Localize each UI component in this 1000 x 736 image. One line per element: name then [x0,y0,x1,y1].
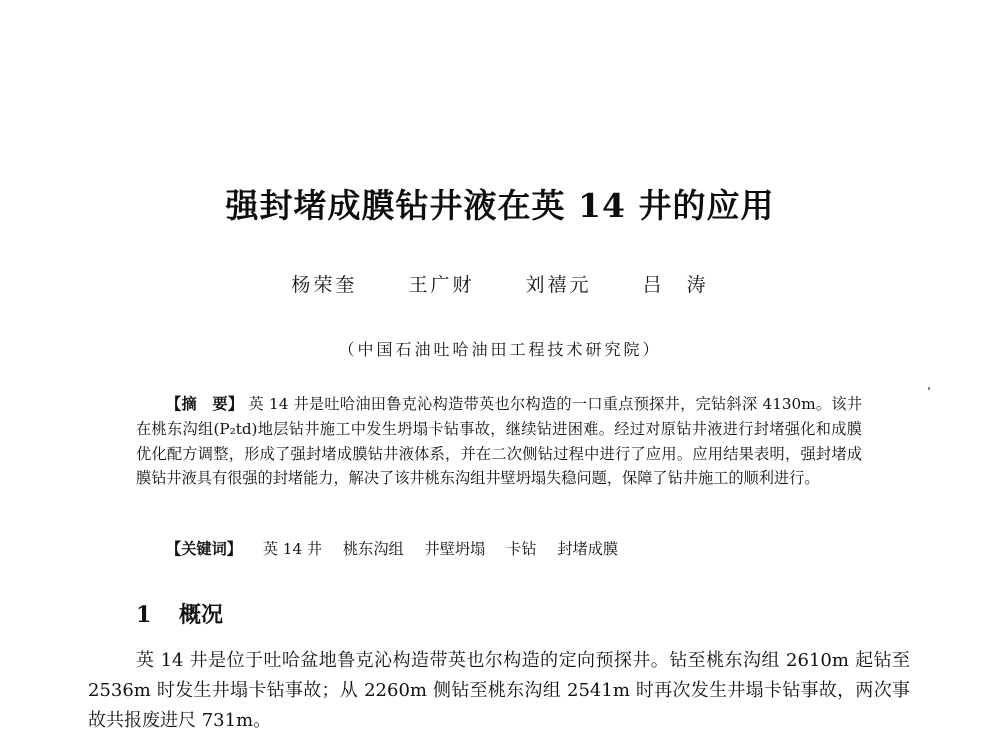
abstract [136,392,862,491]
keyword: 井壁坍塌 [424,540,486,558]
abstract-text: 英 14 井是吐哈油田鲁克沁构造带英也尔构造的一口重点预探井，完钻斜深 4130m。该井在桃东沟组(P₂td)地层钻井施工中发生坍塌卡钻事故，继续钻进困难。经过对原钻井液进行封堵强化和成膜优化配方调整，形成了强封堵成膜钻井液体系，并在二次侧钻过程中进行了应用。应用结果表明，强封堵成膜钻井液具有很强的封堵能力，解决了该井桃东沟组井壁坍塌失稳问题，保障了钻井施工的顺利进行。 [136,395,863,488]
section-title: 概况 [178,602,223,628]
section-number: 1 [136,602,152,628]
author-name: 王广财 [408,274,475,296]
keywords [166,538,618,559]
paper-title: 强封堵成膜钻井液在英 14 井的应用 [225,186,775,225]
keywords-label: 【关键词】 [166,540,242,558]
abstract-label: 【摘 要】 [166,395,244,413]
keyword: 桃东沟组 [342,540,404,558]
author-name: 刘禧元 [525,274,592,296]
author-list [0,270,1000,297]
scan-speck [928,387,930,390]
keyword: 英 14 井 [262,540,323,558]
author-name: 吕 涛 [642,274,709,296]
body-paragraph: 英 14 井是位于吐哈盆地鲁克沁构造带英也尔构造的定向预探井。钻至桃东沟组 2610m 起钻至 2536m 时发生井塌卡钻事故；从 2260m 侧钻至桃东沟组 2541m 时再次发生井塌卡钻事故，两次事故共报废进尺 731m。 [88,650,910,731]
keyword: 卡钻 [506,540,537,558]
author-name: 杨荣奎 [291,274,358,296]
keyword: 封堵成膜 [557,540,619,558]
affiliation: （中国石油吐哈油田工程技术研究院） [338,340,662,359]
section-heading [136,598,223,629]
